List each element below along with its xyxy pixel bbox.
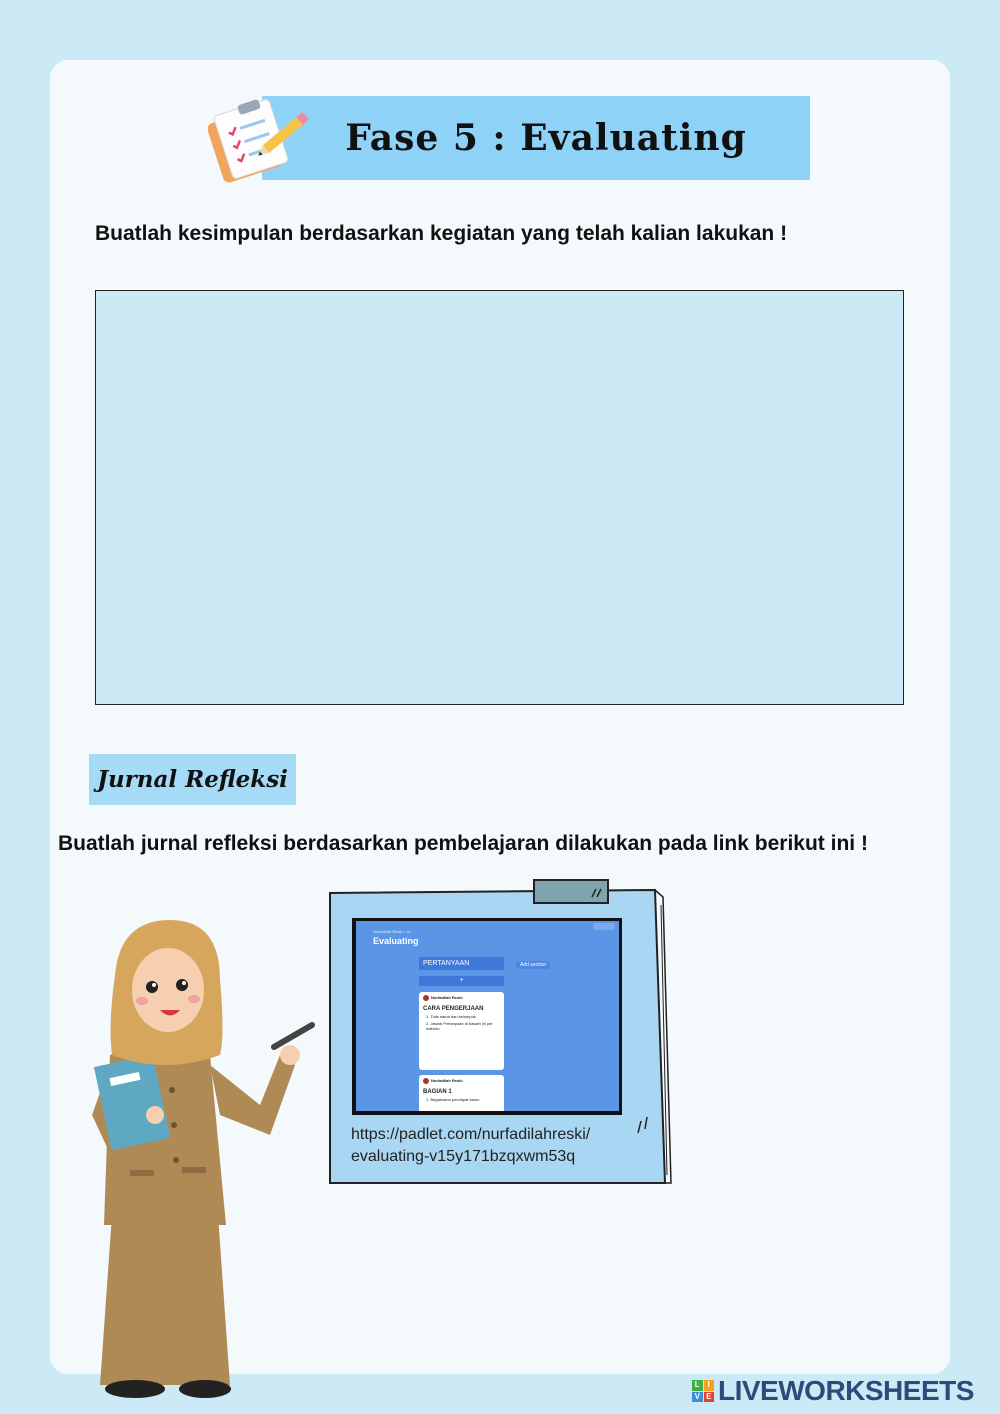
padlet-screenshot [356, 921, 619, 1111]
padlet-link-line2[interactable]: evaluating-v15y171bzqxwm53q [351, 1148, 576, 1165]
post-heading: BAGIAN 1 [423, 1089, 452, 1095]
screenshot-section-header: PERTANYAAN [419, 957, 504, 970]
screenshot-post [419, 1075, 504, 1111]
menu-dots-icon [593, 923, 615, 930]
post-line: 1. Bagaimana pendapat kamu [426, 1097, 480, 1102]
teacher-illustration [70, 915, 330, 1405]
logo-mark-icon: L I V E [692, 1380, 714, 1402]
screenshot-post [419, 992, 504, 1070]
screenshot-add-section: Add section [516, 961, 550, 969]
post-line: 2. Jawab Pertanyaan di bawah ini per individu [426, 1021, 493, 1031]
jurnal-refleksi-label: Jurnal Refleksi [89, 754, 296, 805]
post-author: Nurfadilah Reski [423, 995, 500, 1000]
reflection-instruction: Buatlah jurnal refleksi berdasarkan pembelajaran dilakukan pada link berikut ini ! [58, 832, 868, 855]
conclusion-instruction: Buatlah kesimpulan berdasarkan kegiatan yang telah kalian lakukan ! [95, 222, 788, 245]
padlet-link[interactable] [351, 1124, 590, 1168]
screenshot-title: Evaluating [373, 936, 419, 946]
padlet-link-line1[interactable]: https://padlet.com/nurfadilahreski/ [351, 1126, 591, 1143]
post-author: Nurfadilah Reski [423, 1078, 500, 1083]
page-title: Fase 5 : Evaluating [345, 117, 747, 159]
conclusion-answer-box[interactable] [95, 290, 904, 705]
liveworksheets-logo [692, 1375, 974, 1407]
post-line: 1. Tulis nama dan kelompok [426, 1014, 476, 1019]
screenshot-subtitle: Nurfadilah Reski • 1d [373, 929, 411, 934]
screenshot-plus-icon: + [419, 976, 504, 986]
brand-name: LIVEWORKSHEETS [718, 1375, 974, 1406]
post-heading: CARA PENGERJAAN [423, 1006, 484, 1012]
